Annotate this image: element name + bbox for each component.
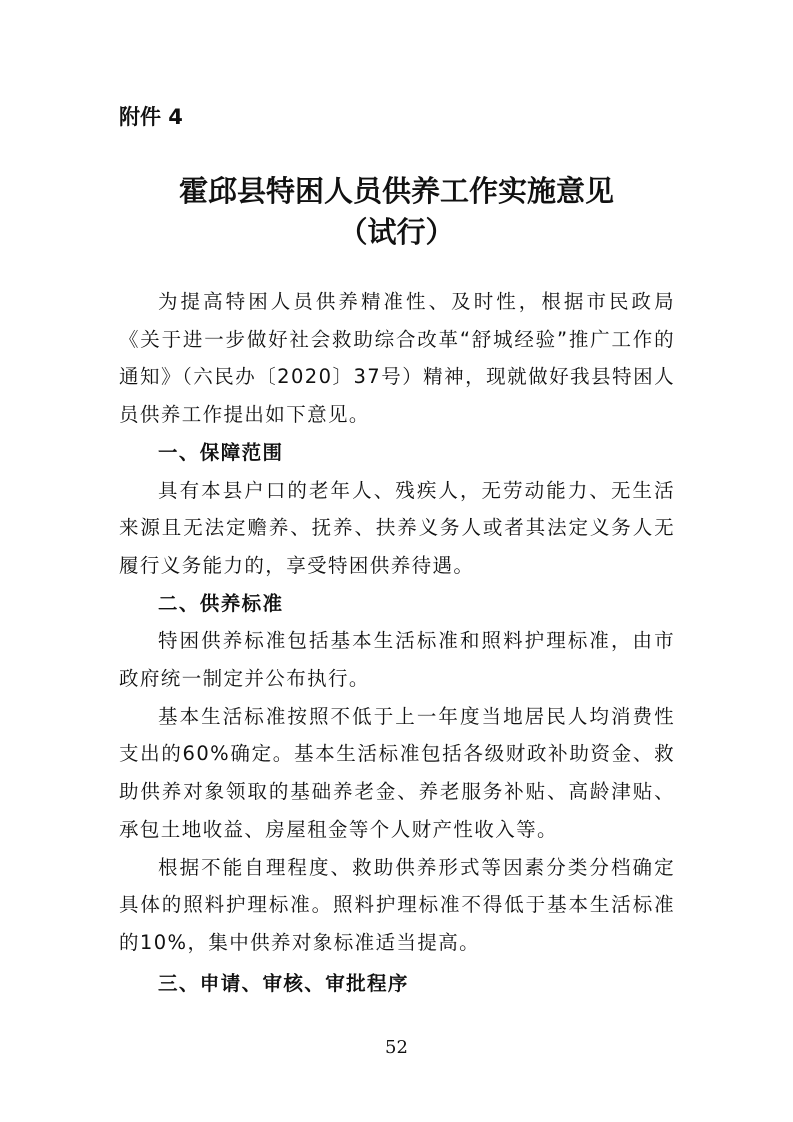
- standards-paragraph-1: 特困供养标准包括基本生活标准和照料护理标准，由市政府统一制定并公布执行。: [119, 629, 675, 691]
- section-heading-standards: 二、供养标准: [158, 591, 284, 615]
- document-title: 霍邱县特困人员供养工作实施意见: [178, 174, 614, 208]
- standards-paragraph-2: 基本生活标准按照不低于上一年度当地居民人均消费性支出的60%确定。基本生活标准包括各级财政补助资金、救助供养对象领取的基础养老金、养老服务补贴、高龄津贴、承包土地收益、房屋租金等个人财产性收入等。: [119, 704, 675, 841]
- scope-paragraph: 具有本县户口的老年人、残疾人，无劳动能力、无生活来源且无法定赡养、抚养、扶养义务人或者其法定义务人无履行义务能力的，享受特困供养待遇。: [119, 478, 675, 577]
- intro-paragraph: 为提高特困人员供养精准性、及时性，根据市民政局《关于进一步做好社会救助综合改革“舒城经验”推广工作的通知》（六民办〔2020〕37号）精神，现就做好我县特困人员供养工作提出如下意见。: [119, 290, 675, 427]
- section-heading-scope: 一、保障范围: [158, 440, 284, 464]
- document-body: [119, 283, 675, 1002]
- document-subtitle: （试行）: [338, 215, 455, 249]
- page-number: 52: [385, 1037, 408, 1058]
- section-heading-procedure: 三、申请、审核、审批程序: [158, 971, 409, 995]
- attachment-label: 附件 4: [119, 105, 183, 129]
- standards-paragraph-3: 根据不能自理程度、救助供养形式等因素分类分档确定具体的照料护理标准。照料护理标准不得低于基本生活标准的10%，集中供养对象标准适当提高。: [119, 855, 675, 954]
